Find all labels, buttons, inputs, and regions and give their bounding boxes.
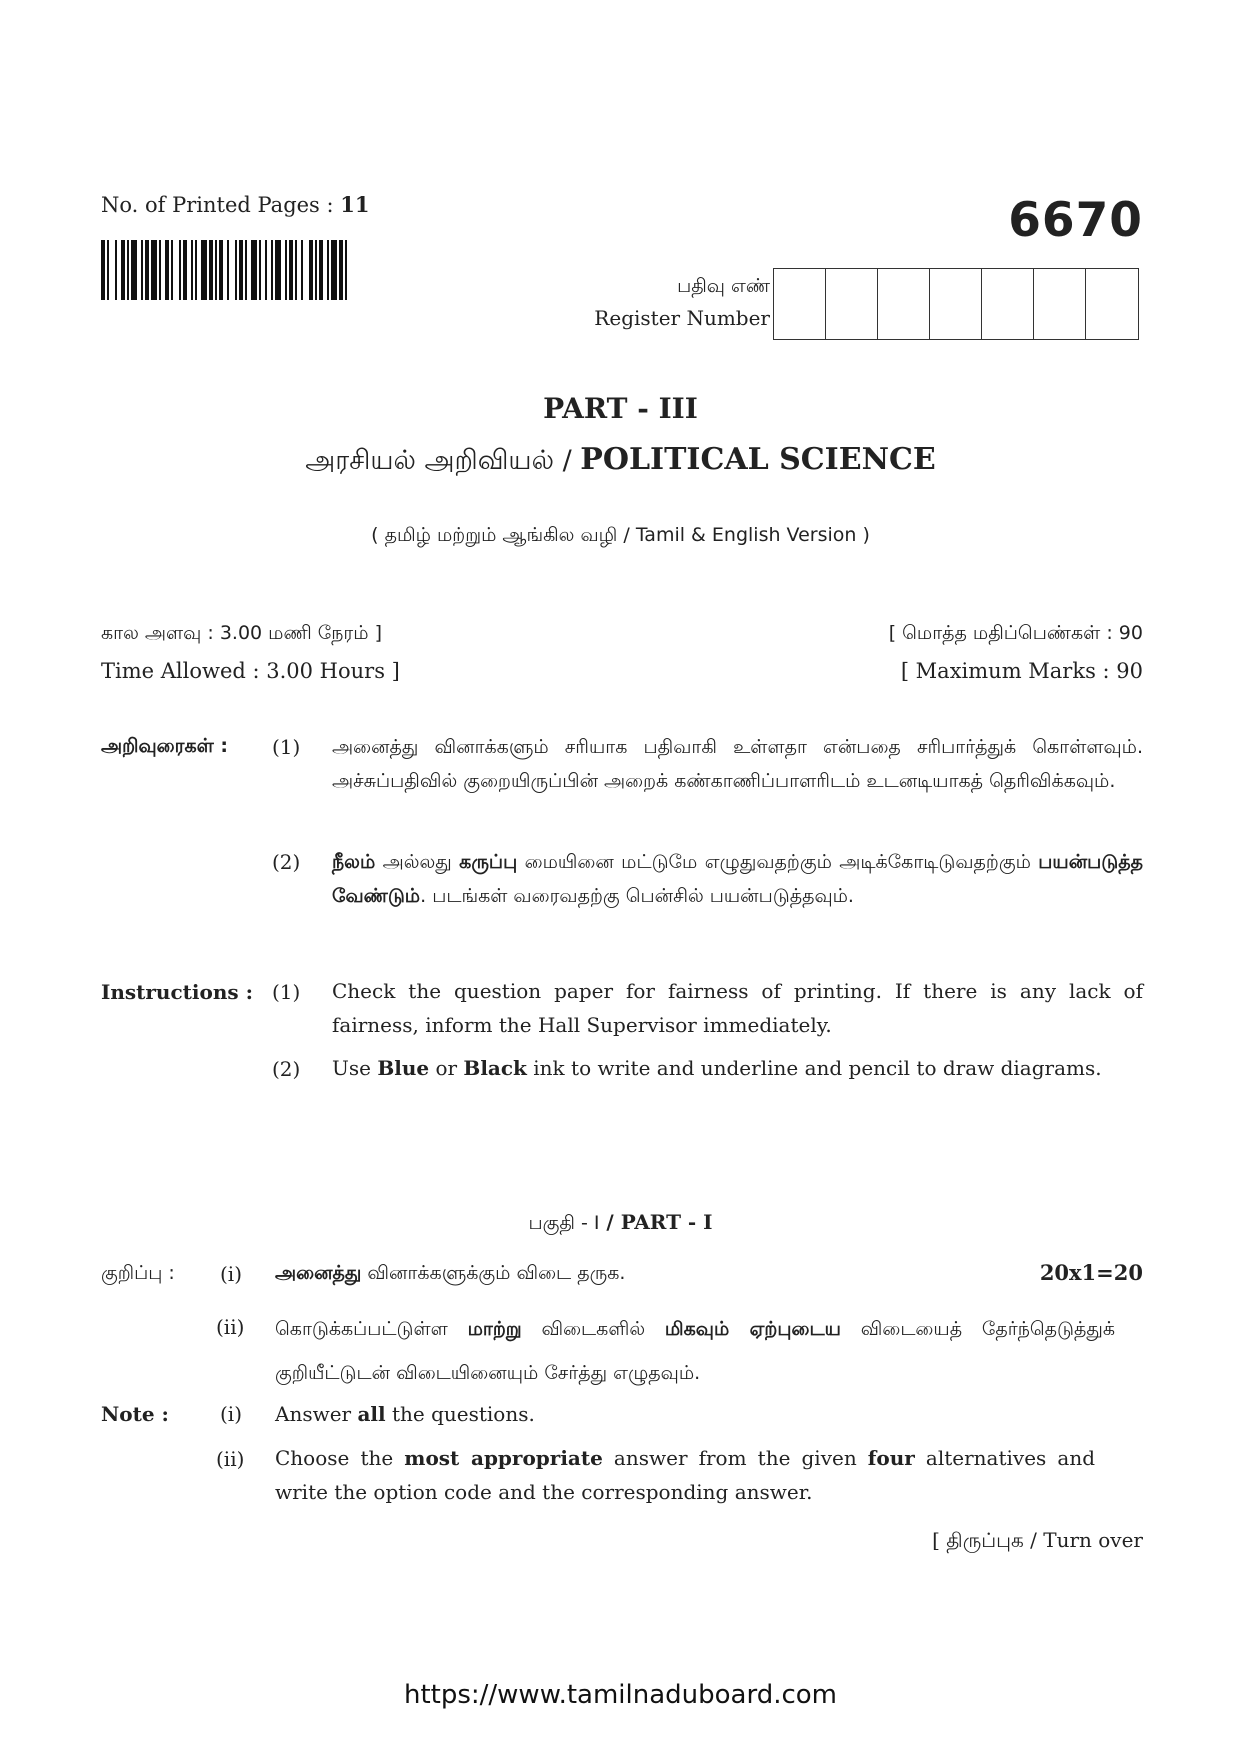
note-tamil-1: அனைத்து வினாக்களுக்கும் விடை தருக. [275, 1262, 626, 1284]
footer-url: https://www.tamilnaduboard.com [403, 1680, 838, 1710]
barcode-stripe [219, 240, 223, 300]
register-label-english: Register Number [594, 306, 770, 330]
barcode-stripe [235, 240, 237, 300]
barcode-stripe [121, 240, 125, 300]
barcode-stripe [339, 240, 343, 300]
instruction-tamil-2: நீலம் அல்லது கருப்பு மையினை மட்டுமே எழுதுவதற்கும் அடிக்கோடிடுவதற்கும் பயன்படுத்த வேண்டும். படங்கள் வரைவதற்கு பென்சில் பயன்படுத்தவும். [332, 851, 1143, 907]
barcode-stripe [101, 240, 105, 300]
barcode-stripe [327, 240, 329, 300]
barcode-stripe [151, 240, 157, 300]
barcode-stripe [245, 240, 247, 300]
barcode-stripe [259, 240, 261, 300]
note-number: (ii) [216, 1447, 245, 1471]
instruction-tamil-1: அனைத்து வினாக்களும் சரியாக பதிவாகி உள்ளதா என்பதை சரிபார்த்துக் கொள்ளவும். அச்சுப்பதிவில் குறையிருப்பின் அறைக் கண்காணிப்பாளரிடம் உடனடியாகத் தெரிவிக்கவும். [332, 736, 1143, 792]
note-number: (ii) [216, 1315, 245, 1339]
part-one-marks: 20x1=20 [1039, 1260, 1143, 1285]
instructions-tamil-label: அறிவுரைகள் : [101, 735, 228, 757]
barcode-stripe [251, 240, 257, 300]
max-marks-tamil: [ மொத்த மதிப்பெண்கள் : 90 [888, 622, 1143, 644]
time-allowed-english: Time Allowed : 3.00 Hours ] [101, 659, 400, 683]
register-digit-box [982, 269, 1034, 339]
barcode-stripe [115, 240, 117, 300]
instruction-number: (2) [272, 1057, 301, 1081]
max-marks-english: [ Maximum Marks : 90 [900, 659, 1143, 683]
instruction-number: (2) [272, 850, 301, 874]
register-digit-box [1086, 269, 1138, 339]
note-english-1: Answer all the questions. [275, 1402, 535, 1426]
instruction-number: (1) [272, 980, 301, 1004]
barcode-stripe [331, 240, 337, 300]
barcode-stripe [345, 240, 347, 300]
barcode-stripe [159, 240, 161, 300]
barcode-stripe [195, 240, 197, 300]
register-digit-box [1034, 269, 1086, 339]
register-label-tamil: பதிவு எண் [677, 275, 770, 297]
barcode-stripe [289, 240, 293, 300]
part-one-heading: பகுதி - I / PART - I [528, 1210, 713, 1234]
time-allowed-tamil: கால அளவு : 3.00 மணி நேரம் ] [101, 622, 382, 644]
instruction-number: (1) [272, 735, 301, 759]
barcode-stripe [239, 240, 243, 300]
printed-pages-count: 11 [340, 192, 370, 217]
instructions-english-label: Instructions : [101, 980, 253, 1004]
printed-pages: No. of Printed Pages : 11 [101, 192, 370, 217]
barcode-stripe [171, 240, 173, 300]
register-number-boxes [773, 268, 1139, 340]
paper-code: 6670 [1008, 193, 1143, 248]
barcode-stripe [141, 240, 143, 300]
subject-title-tamil: அரசியல் அறிவியல் / [305, 445, 581, 476]
register-digit-box [878, 269, 930, 339]
barcode-stripe [201, 240, 207, 300]
barcode [101, 240, 438, 300]
subject-title [0, 442, 1241, 480]
barcode-stripe [275, 240, 281, 300]
barcode-stripe [301, 240, 303, 300]
barcode-stripe [215, 240, 217, 300]
barcode-stripe [209, 240, 213, 300]
barcode-stripe [107, 240, 109, 300]
barcode-stripe [145, 240, 149, 300]
note-english-2: Choose the most appropriate answer from the given four alternatives and write the option code and the corresponding answer. [275, 1446, 1095, 1504]
barcode-stripe [127, 240, 129, 300]
barcode-stripe [183, 240, 187, 300]
barcode-stripe [271, 240, 273, 300]
note-number: (i) [220, 1262, 243, 1286]
turn-over-note: [ திருப்புக / Turn over [932, 1528, 1143, 1552]
barcode-stripe [191, 240, 193, 300]
barcode-stripe [165, 240, 169, 300]
barcode-stripe [179, 240, 181, 300]
barcode-stripe [131, 240, 137, 300]
barcode-stripe [309, 240, 313, 300]
barcode-stripe [319, 240, 323, 300]
barcode-stripe [285, 240, 287, 300]
barcode-stripe [227, 240, 229, 300]
version-note: ( தமிழ் மற்றும் ஆங்கில வழி / Tamil & English Version ) [371, 524, 870, 546]
barcode-stripe [315, 240, 317, 300]
note-tamil-label: குறிப்பு : [101, 1262, 175, 1284]
register-digit-box [774, 269, 826, 339]
subject-title-english: POLITICAL SCIENCE [580, 442, 936, 477]
instruction-english-1: Check the question paper for fairness of printing. If there is any lack of fairness, inform the Hall Supervisor immediately. [332, 979, 1143, 1037]
note-english-label: Note : [101, 1402, 169, 1426]
note-tamil-2: கொடுக்கப்பட்டுள்ள மாற்று விடைகளில் மிகவும் ஏற்புடைய விடையைத் தேர்ந்தெடுத்துக் குறியீட்டுடன் விடையினையும் சேர்த்து எழுதவும். [275, 1318, 1116, 1384]
part-title: PART - III [543, 392, 698, 425]
barcode-stripe [295, 240, 297, 300]
instruction-english-2: Use Blue or Black ink to write and underline and pencil to draw diagrams. [332, 1056, 1102, 1080]
note-number: (i) [220, 1402, 243, 1426]
register-digit-box [930, 269, 982, 339]
barcode-stripe [265, 240, 267, 300]
register-digit-box [826, 269, 878, 339]
